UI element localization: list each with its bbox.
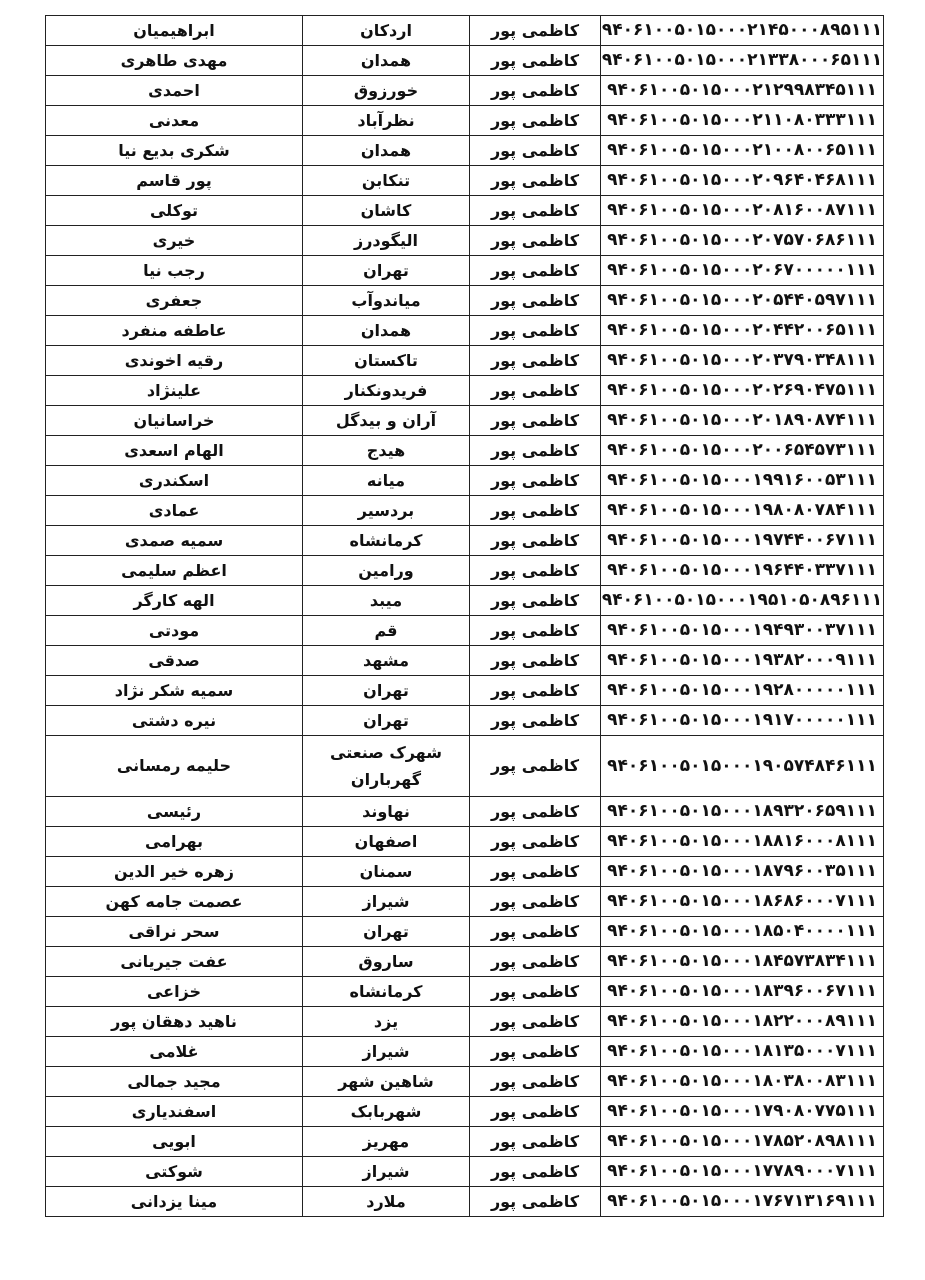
surname-cell: کاظمی پور [470, 346, 601, 376]
code-number-cell: ۹۴۰۶۱۰۰۵۰۱۵۰۰۰۱۹۸۰۸۰۷۸۴۱۱۱ [601, 496, 884, 526]
surname-cell: کاظمی پور [470, 616, 601, 646]
code-number-cell: ۹۴۰۶۱۰۰۵۰۱۵۰۰۰۲۱۲۹۹۸۳۴۵۱۱۱ [601, 76, 884, 106]
surname-cell: کاظمی پور [470, 1187, 601, 1217]
code-number-cell: ۹۴۰۶۱۰۰۵۰۱۵۰۰۰۱۹۴۹۳۰۰۳۷۱۱۱ [601, 616, 884, 646]
city-cell: همدان [303, 136, 470, 166]
person-name-cell: رئیسی [46, 797, 303, 827]
surname-cell: کاظمی پور [470, 646, 601, 676]
code-number-cell: ۹۴۰۶۱۰۰۵۰۱۵۰۰۰۲۰۴۴۲۰۰۶۵۱۱۱ [601, 316, 884, 346]
table-row [46, 16, 884, 46]
city-cell: کرمانشاه [303, 526, 470, 556]
table-row [46, 857, 884, 887]
surname-cell: کاظمی پور [470, 676, 601, 706]
surname-cell: کاظمی پور [470, 316, 601, 346]
person-name-cell: عاطفه منفرد [46, 316, 303, 346]
surname-cell: کاظمی پور [470, 1097, 601, 1127]
code-number-cell: ۹۴۰۶۱۰۰۵۰۱۵۰۰۰۱۸۳۹۶۰۰۶۷۱۱۱ [601, 977, 884, 1007]
city-cell: تاکستان [303, 346, 470, 376]
table-row [46, 1007, 884, 1037]
code-number-cell: ۹۴۰۶۱۰۰۵۰۱۵۰۰۰۱۷۹۰۸۰۷۷۵۱۱۱ [601, 1097, 884, 1127]
table-row [46, 436, 884, 466]
person-name-cell: عمادی [46, 496, 303, 526]
code-number-cell: ۹۴۰۶۱۰۰۵۰۱۵۰۰۰۱۸۲۲۰۰۰۸۹۱۱۱ [601, 1007, 884, 1037]
table-row [46, 827, 884, 857]
code-number-cell: ۹۴۰۶۱۰۰۵۰۱۵۰۰۰۱۹۰۵۷۴۸۴۶۱۱۱ [601, 736, 884, 797]
code-number-cell: ۹۴۰۶۱۰۰۵۰۱۵۰۰۰۱۹۷۴۴۰۰۶۷۱۱۱ [601, 526, 884, 556]
code-number-cell: ۹۴۰۶۱۰۰۵۰۱۵۰۰۰۲۱۴۵۰۰۰۸۹۵۱۱۱ [601, 16, 884, 46]
city-cell: ملارد [303, 1187, 470, 1217]
code-number-cell: ۹۴۰۶۱۰۰۵۰۱۵۰۰۰۲۰۰۶۵۴۵۷۳۱۱۱ [601, 436, 884, 466]
person-name-cell: سمیه صمدی [46, 526, 303, 556]
person-name-cell: پور قاسم [46, 166, 303, 196]
code-number-cell: ۹۴۰۶۱۰۰۵۰۱۵۰۰۰۱۸۶۸۶۰۰۰۷۱۱۱ [601, 887, 884, 917]
code-number-cell: ۹۴۰۶۱۰۰۵۰۱۵۰۰۰۱۹۳۸۲۰۰۰۹۱۱۱ [601, 646, 884, 676]
code-number-cell: ۹۴۰۶۱۰۰۵۰۱۵۰۰۰۱۸۷۹۶۰۰۳۵۱۱۱ [601, 857, 884, 887]
surname-cell: کاظمی پور [470, 226, 601, 256]
city-cell: شاهین شهر [303, 1067, 470, 1097]
table-row [46, 947, 884, 977]
city-cell: الیگودرز [303, 226, 470, 256]
document-page [45, 15, 881, 1217]
city-cell: بردسیر [303, 496, 470, 526]
code-number-cell: ۹۴۰۶۱۰۰۵۰۱۵۰۰۰۲۰۳۷۹۰۳۴۸۱۱۱ [601, 346, 884, 376]
code-number-cell: ۹۴۰۶۱۰۰۵۰۱۵۰۰۰۲۱۳۳۸۰۰۰۶۵۱۱۱ [601, 46, 884, 76]
person-name-cell: معدنی [46, 106, 303, 136]
city-cell: مشهد [303, 646, 470, 676]
table-row [46, 346, 884, 376]
table-row [46, 196, 884, 226]
code-number-cell: ۹۴۰۶۱۰۰۵۰۱۵۰۰۰۱۹۲۸۰۰۰۰۰۱۱۱ [601, 676, 884, 706]
city-cell: مهریز [303, 1127, 470, 1157]
city-cell: شیراز [303, 1157, 470, 1187]
table-row [46, 556, 884, 586]
person-name-cell: مودتی [46, 616, 303, 646]
table-row [46, 586, 884, 616]
city-cell: تهران [303, 706, 470, 736]
city-cell: ورامین [303, 556, 470, 586]
code-number-cell: ۹۴۰۶۱۰۰۵۰۱۵۰۰۰۱۸۱۳۵۰۰۰۷۱۱۱ [601, 1037, 884, 1067]
city-cell: میبد [303, 586, 470, 616]
person-name-cell: مجید جمالی [46, 1067, 303, 1097]
code-number-cell: ۹۴۰۶۱۰۰۵۰۱۵۰۰۰۲۰۱۸۹۰۸۷۴۱۱۱ [601, 406, 884, 436]
surname-cell: کاظمی پور [470, 827, 601, 857]
person-name-cell: ابویی [46, 1127, 303, 1157]
city-cell: همدان [303, 46, 470, 76]
person-name-cell: بهرامی [46, 827, 303, 857]
code-number-cell: ۹۴۰۶۱۰۰۵۰۱۵۰۰۰۱۸۵۰۴۰۰۰۰۱۱۱ [601, 917, 884, 947]
person-name-cell: زهره خیر الدین [46, 857, 303, 887]
person-name-cell: خزاعی [46, 977, 303, 1007]
person-name-cell: شکری بدیع نیا [46, 136, 303, 166]
table-row [46, 1037, 884, 1067]
code-number-cell: ۹۴۰۶۱۰۰۵۰۱۵۰۰۰۲۱۰۰۸۰۰۶۵۱۱۱ [601, 136, 884, 166]
person-name-cell: اسفندیاری [46, 1097, 303, 1127]
person-name-cell: عفت جیریانی [46, 947, 303, 977]
code-number-cell: ۹۴۰۶۱۰۰۵۰۱۵۰۰۰۱۷۸۵۲۰۸۹۸۱۱۱ [601, 1127, 884, 1157]
code-number-cell: ۹۴۰۶۱۰۰۵۰۱۵۰۰۰۱۸۴۵۷۳۸۳۴۱۱۱ [601, 947, 884, 977]
city-cell: میاندوآب [303, 286, 470, 316]
table-row [46, 646, 884, 676]
surname-cell: کاظمی پور [470, 1067, 601, 1097]
code-number-cell: ۹۴۰۶۱۰۰۵۰۱۵۰۰۰۱۹۱۷۰۰۰۰۰۱۱۱ [601, 706, 884, 736]
surname-cell: کاظمی پور [470, 16, 601, 46]
table-row [46, 797, 884, 827]
person-name-cell: شوکتی [46, 1157, 303, 1187]
code-number-cell: ۹۴۰۶۱۰۰۵۰۱۵۰۰۰۲۰۵۴۴۰۵۹۷۱۱۱ [601, 286, 884, 316]
table-row [46, 466, 884, 496]
surname-cell: کاظمی پور [470, 977, 601, 1007]
person-name-cell: خراسانیان [46, 406, 303, 436]
person-name-cell: اعظم سلیمی [46, 556, 303, 586]
surname-cell: کاظمی پور [470, 106, 601, 136]
table-row [46, 917, 884, 947]
table-row [46, 1097, 884, 1127]
person-name-cell: سحر نراقی [46, 917, 303, 947]
city-cell: سمنان [303, 857, 470, 887]
table-row [46, 136, 884, 166]
city-cell: آران و بیدگل [303, 406, 470, 436]
surname-cell: کاظمی پور [470, 526, 601, 556]
person-name-cell: جعفری [46, 286, 303, 316]
person-name-cell: الهه کارگر [46, 586, 303, 616]
person-name-cell: توکلی [46, 196, 303, 226]
city-cell: اصفهان [303, 827, 470, 857]
person-name-cell: غلامی [46, 1037, 303, 1067]
person-name-cell: علینژاد [46, 376, 303, 406]
surname-cell: کاظمی پور [470, 556, 601, 586]
table-row [46, 406, 884, 436]
code-number-cell: ۹۴۰۶۱۰۰۵۰۱۵۰۰۰۱۷۷۸۹۰۰۰۷۱۱۱ [601, 1157, 884, 1187]
code-number-cell: ۹۴۰۶۱۰۰۵۰۱۵۰۰۰۲۰۹۶۴۰۴۶۸۱۱۱ [601, 166, 884, 196]
person-name-cell: سمیه شکر نژاد [46, 676, 303, 706]
city-cell: شهرک صنعتی گهرباران [303, 736, 470, 797]
person-name-cell: رجب نیا [46, 256, 303, 286]
code-number-cell: ۹۴۰۶۱۰۰۵۰۱۵۰۰۰۱۷۶۷۱۳۱۶۹۱۱۱ [601, 1187, 884, 1217]
table-row [46, 1157, 884, 1187]
code-number-cell: ۹۴۰۶۱۰۰۵۰۱۵۰۰۰۱۹۵۱۰۵۰۸۹۶۱۱۱ [601, 586, 884, 616]
code-number-cell: ۹۴۰۶۱۰۰۵۰۱۵۰۰۰۱۸۸۱۶۰۰۰۸۱۱۱ [601, 827, 884, 857]
table-row [46, 616, 884, 646]
code-number-cell: ۹۴۰۶۱۰۰۵۰۱۵۰۰۰۲۱۱۰۸۰۳۳۳۱۱۱ [601, 106, 884, 136]
table-row [46, 376, 884, 406]
code-number-cell: ۹۴۰۶۱۰۰۵۰۱۵۰۰۰۲۰۶۷۰۰۰۰۰۱۱۱ [601, 256, 884, 286]
table-row [46, 106, 884, 136]
city-cell: نظرآباد [303, 106, 470, 136]
surname-cell: کاظمی پور [470, 196, 601, 226]
code-number-cell: ۹۴۰۶۱۰۰۵۰۱۵۰۰۰۲۰۷۵۷۰۶۸۶۱۱۱ [601, 226, 884, 256]
surname-cell: کاظمی پور [470, 436, 601, 466]
city-cell: یزد [303, 1007, 470, 1037]
surname-cell: کاظمی پور [470, 136, 601, 166]
table-row [46, 316, 884, 346]
table-row [46, 977, 884, 1007]
city-cell: شهربابک [303, 1097, 470, 1127]
table-row [46, 46, 884, 76]
surname-cell: کاظمی پور [470, 1037, 601, 1067]
city-cell: خورزوق [303, 76, 470, 106]
records-table-body [46, 16, 884, 1217]
records-table [45, 15, 884, 1217]
person-name-cell: احمدی [46, 76, 303, 106]
city-cell: کرمانشاه [303, 977, 470, 1007]
code-number-cell: ۹۴۰۶۱۰۰۵۰۱۵۰۰۰۱۸۹۳۲۰۶۵۹۱۱۱ [601, 797, 884, 827]
person-name-cell: صدقی [46, 646, 303, 676]
table-row [46, 256, 884, 286]
table-row [46, 1127, 884, 1157]
surname-cell: کاظمی پور [470, 706, 601, 736]
person-name-cell: الهام اسعدی [46, 436, 303, 466]
person-name-cell: حلیمه رمسانی [46, 736, 303, 797]
surname-cell: کاظمی پور [470, 376, 601, 406]
city-cell: تهران [303, 917, 470, 947]
person-name-cell: ناهید دهقان پور [46, 1007, 303, 1037]
surname-cell: کاظمی پور [470, 406, 601, 436]
table-row [46, 226, 884, 256]
table-row [46, 526, 884, 556]
code-number-cell: ۹۴۰۶۱۰۰۵۰۱۵۰۰۰۱۹۹۱۶۰۰۵۳۱۱۱ [601, 466, 884, 496]
person-name-cell: ابراهیمیان [46, 16, 303, 46]
table-row [46, 76, 884, 106]
table-row [46, 286, 884, 316]
city-cell: کاشان [303, 196, 470, 226]
surname-cell: کاظمی پور [470, 736, 601, 797]
surname-cell: کاظمی پور [470, 466, 601, 496]
surname-cell: کاظمی پور [470, 857, 601, 887]
table-row [46, 676, 884, 706]
person-name-cell: نیره دشتی [46, 706, 303, 736]
surname-cell: کاظمی پور [470, 1157, 601, 1187]
code-number-cell: ۹۴۰۶۱۰۰۵۰۱۵۰۰۰۲۰۸۱۶۰۰۸۷۱۱۱ [601, 196, 884, 226]
city-cell: ساروق [303, 947, 470, 977]
person-name-cell: رقیه اخوندی [46, 346, 303, 376]
table-row [46, 736, 884, 797]
surname-cell: کاظمی پور [470, 917, 601, 947]
table-row [46, 496, 884, 526]
city-cell: میانه [303, 466, 470, 496]
city-cell: هیدج [303, 436, 470, 466]
surname-cell: کاظمی پور [470, 496, 601, 526]
table-row [46, 166, 884, 196]
surname-cell: کاظمی پور [470, 887, 601, 917]
code-number-cell: ۹۴۰۶۱۰۰۵۰۱۵۰۰۰۱۹۶۴۴۰۳۳۷۱۱۱ [601, 556, 884, 586]
surname-cell: کاظمی پور [470, 166, 601, 196]
surname-cell: کاظمی پور [470, 947, 601, 977]
surname-cell: کاظمی پور [470, 256, 601, 286]
city-cell: تنکابن [303, 166, 470, 196]
surname-cell: کاظمی پور [470, 286, 601, 316]
person-name-cell: خیری [46, 226, 303, 256]
city-cell: اردکان [303, 16, 470, 46]
person-name-cell: مینا یزدانی [46, 1187, 303, 1217]
surname-cell: کاظمی پور [470, 1127, 601, 1157]
person-name-cell: عصمت جامه کهن [46, 887, 303, 917]
city-cell: شیراز [303, 887, 470, 917]
table-row [46, 887, 884, 917]
surname-cell: کاظمی پور [470, 797, 601, 827]
surname-cell: کاظمی پور [470, 46, 601, 76]
code-number-cell: ۹۴۰۶۱۰۰۵۰۱۵۰۰۰۱۸۰۳۸۰۰۸۳۱۱۱ [601, 1067, 884, 1097]
city-cell: همدان [303, 316, 470, 346]
city-cell: فریدونکنار [303, 376, 470, 406]
code-number-cell: ۹۴۰۶۱۰۰۵۰۱۵۰۰۰۲۰۲۶۹۰۴۷۵۱۱۱ [601, 376, 884, 406]
surname-cell: کاظمی پور [470, 1007, 601, 1037]
table-row [46, 706, 884, 736]
city-cell: شیراز [303, 1037, 470, 1067]
city-cell: قم [303, 616, 470, 646]
table-row [46, 1067, 884, 1097]
city-cell: تهران [303, 676, 470, 706]
table-row [46, 1187, 884, 1217]
person-name-cell: اسکندری [46, 466, 303, 496]
city-cell: تهران [303, 256, 470, 286]
surname-cell: کاظمی پور [470, 76, 601, 106]
city-cell: نهاوند [303, 797, 470, 827]
surname-cell: کاظمی پور [470, 586, 601, 616]
person-name-cell: مهدی طاهری [46, 46, 303, 76]
